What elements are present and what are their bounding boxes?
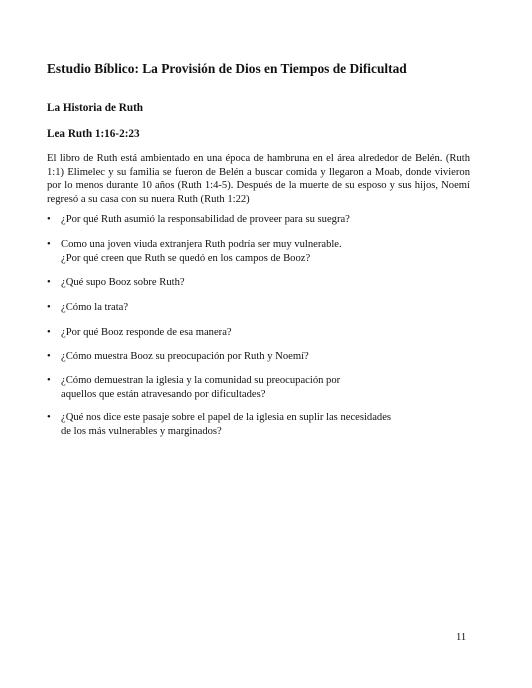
bullet-icon: • <box>47 375 51 386</box>
bullet-icon: • <box>47 214 51 225</box>
question-text: ¿Por qué Ruth asumió la responsabilidad de proveer para su suegra? <box>61 214 350 225</box>
reading-reference: Lea Ruth 1:16-2:23 <box>47 128 140 140</box>
section-heading: La Historia de Ruth <box>47 102 144 114</box>
bullet-icon: • <box>47 351 51 362</box>
bullet-icon: • <box>47 277 51 288</box>
intro-paragraph: El libro de Ruth está ambientado en una época de hambruna en el área alrededor de Belén. (Ruth 1:1) Elimelec y su familia se fueron de Belén a buscar comida y llegaron a Moab, donde vivieron por lo menos durante 10 años (Ruth 1:4-5). Después de la muerte de su esposo y sus hijos, Noemí regresó a su casa con su nuera Ruth (Ruth 1:22) <box>47 153 470 205</box>
question-text: ¿Cómo muestra Booz su preocupación por Ruth y Noemí? <box>61 351 309 362</box>
bullet-icon: • <box>47 302 51 313</box>
bullet-icon: • <box>47 327 51 338</box>
question-text: ¿Cómo la trata? <box>61 302 129 313</box>
question-text: ¿Cómo demuestran la iglesia y la comunidad su preocupación por aquellos que están atravesando por dificultades? <box>61 375 341 400</box>
bullet-icon: • <box>47 239 51 250</box>
bullet-icon: • <box>47 412 51 423</box>
question-text: ¿Qué supo Booz sobre Ruth? <box>61 277 185 288</box>
question-text: ¿Por qué Booz responde de esa manera? <box>61 327 232 338</box>
question-text: ¿Qué nos dice este pasaje sobre el papel de la iglesia en suplir las necesidades de los más vulnerables y marginados? <box>61 412 392 437</box>
page-number: 11 <box>456 632 467 643</box>
document-title: Estudio Bíblico: La Provisión de Dios en Tiempos de Dificultad <box>47 61 407 76</box>
question-text: Como una joven viuda extranjera Ruth podría ser muy vulnerable. ¿Por qué creen que Ruth se quedó en los campos de Booz? <box>61 239 342 264</box>
